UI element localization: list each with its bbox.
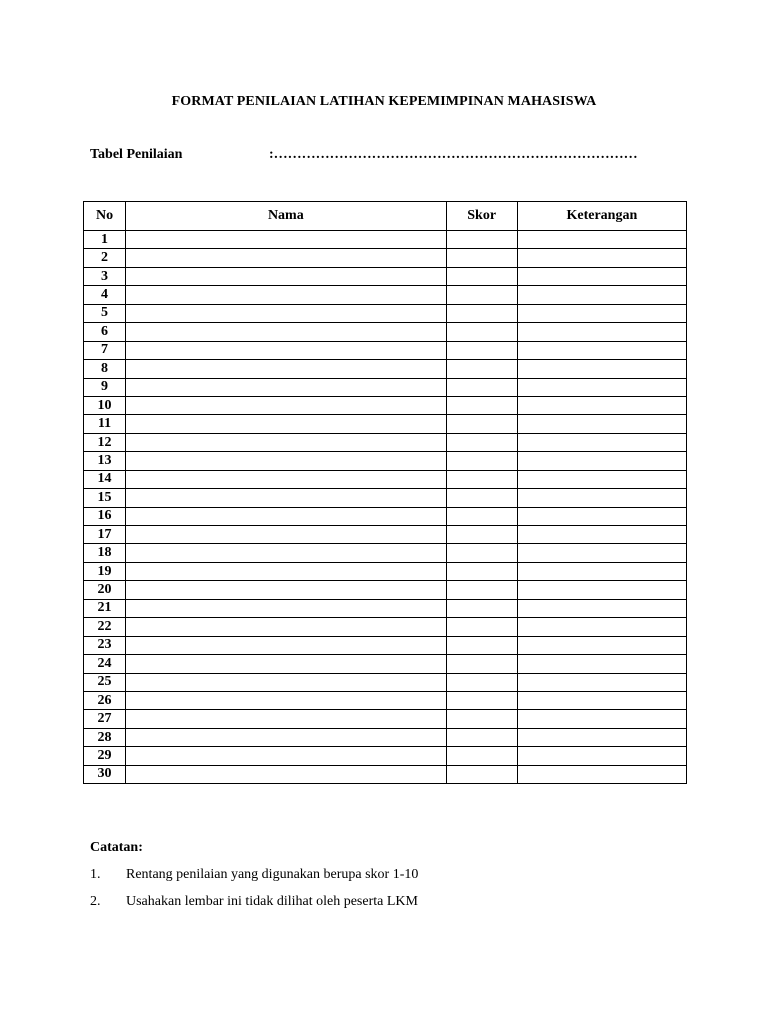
cell-no: 26 [84, 691, 126, 709]
cell-skor [446, 747, 517, 765]
note-item [90, 866, 419, 884]
table-row [84, 470, 687, 488]
cell-skor [446, 433, 517, 451]
note-number: 1. [90, 867, 101, 882]
cell-no: 10 [84, 396, 126, 414]
cell-keterangan [517, 526, 686, 544]
table-row [84, 599, 687, 617]
cell-nama [126, 415, 447, 433]
table-row [84, 433, 687, 451]
table-row [84, 765, 687, 783]
cell-keterangan [517, 267, 686, 285]
cell-nama [126, 341, 447, 359]
cell-keterangan [517, 415, 686, 433]
cell-keterangan [517, 249, 686, 267]
cell-keterangan [517, 470, 686, 488]
column-header-skor: Skor [446, 202, 517, 231]
table-row [84, 304, 687, 322]
cell-nama [126, 581, 447, 599]
cell-keterangan [517, 691, 686, 709]
table-row [84, 415, 687, 433]
cell-nama [126, 396, 447, 414]
cell-no: 2 [84, 249, 126, 267]
cell-nama [126, 433, 447, 451]
column-header-keterangan: Keterangan [517, 202, 686, 231]
cell-keterangan [517, 599, 686, 617]
cell-skor [446, 728, 517, 746]
cell-skor [446, 341, 517, 359]
cell-nama [126, 526, 447, 544]
table-row [84, 341, 687, 359]
table-row [84, 360, 687, 378]
cell-no: 30 [84, 765, 126, 783]
cell-skor [446, 415, 517, 433]
cell-keterangan [517, 323, 686, 341]
table-header-row [84, 202, 687, 231]
cell-no: 3 [84, 267, 126, 285]
table-row [84, 562, 687, 580]
cell-keterangan [517, 433, 686, 451]
cell-skor [446, 231, 517, 249]
cell-skor [446, 526, 517, 544]
cell-nama [126, 231, 447, 249]
table-row [84, 673, 687, 691]
table-row [84, 544, 687, 562]
cell-skor [446, 562, 517, 580]
cell-keterangan [517, 452, 686, 470]
cell-no: 14 [84, 470, 126, 488]
cell-nama [126, 489, 447, 507]
cell-no: 19 [84, 562, 126, 580]
notes-title: Catatan: [90, 840, 143, 855]
cell-no: 18 [84, 544, 126, 562]
table-row [84, 489, 687, 507]
cell-skor [446, 304, 517, 322]
cell-keterangan [517, 562, 686, 580]
cell-no: 24 [84, 655, 126, 673]
cell-no: 20 [84, 581, 126, 599]
cell-no: 15 [84, 489, 126, 507]
cell-nama [126, 507, 447, 525]
cell-nama [126, 360, 447, 378]
cell-keterangan [517, 747, 686, 765]
cell-nama [126, 618, 447, 636]
cell-nama [126, 452, 447, 470]
cell-skor [446, 691, 517, 709]
cell-nama [126, 636, 447, 654]
note-text: Rentang penilaian yang digunakan berupa skor 1-10 [126, 867, 419, 882]
cell-nama [126, 655, 447, 673]
cell-nama [126, 323, 447, 341]
table-row [84, 526, 687, 544]
cell-nama [126, 728, 447, 746]
cell-nama [126, 599, 447, 617]
cell-nama [126, 747, 447, 765]
table-row [84, 691, 687, 709]
cell-skor [446, 267, 517, 285]
note-item [90, 893, 418, 911]
cell-no: 21 [84, 599, 126, 617]
cell-keterangan [517, 286, 686, 304]
cell-nama [126, 691, 447, 709]
cell-nama [126, 470, 447, 488]
cell-skor [446, 396, 517, 414]
cell-no: 22 [84, 618, 126, 636]
score-table [83, 201, 687, 784]
cell-nama [126, 710, 447, 728]
table-row [84, 378, 687, 396]
cell-keterangan [517, 341, 686, 359]
page-title: FORMAT PENILAIAN LATIHAN KEPEMIMPINAN MAHASISWA [171, 94, 597, 109]
cell-no: 12 [84, 433, 126, 451]
cell-skor [446, 618, 517, 636]
table-row [84, 710, 687, 728]
table-row [84, 267, 687, 285]
cell-skor [446, 249, 517, 267]
cell-skor [446, 673, 517, 691]
cell-keterangan [517, 618, 686, 636]
cell-skor [446, 581, 517, 599]
cell-skor [446, 655, 517, 673]
table-row [84, 249, 687, 267]
cell-nama [126, 765, 447, 783]
cell-no: 28 [84, 728, 126, 746]
cell-nama [126, 267, 447, 285]
table-row [84, 452, 687, 470]
cell-skor [446, 378, 517, 396]
cell-no: 11 [84, 415, 126, 433]
cell-skor [446, 710, 517, 728]
cell-no: 8 [84, 360, 126, 378]
cell-no: 6 [84, 323, 126, 341]
cell-nama [126, 378, 447, 396]
cell-keterangan [517, 728, 686, 746]
table-body [84, 231, 687, 784]
table-row [84, 323, 687, 341]
cell-no: 1 [84, 231, 126, 249]
cell-keterangan [517, 507, 686, 525]
table-row [84, 618, 687, 636]
cell-nama [126, 562, 447, 580]
cell-no: 27 [84, 710, 126, 728]
table-row [84, 655, 687, 673]
note-text: Usahakan lembar ini tidak dilihat oleh peserta LKM [126, 894, 418, 909]
cell-no: 25 [84, 673, 126, 691]
cell-skor [446, 470, 517, 488]
cell-nama [126, 544, 447, 562]
table-row [84, 231, 687, 249]
cell-nama [126, 249, 447, 267]
table-row [84, 636, 687, 654]
cell-no: 7 [84, 341, 126, 359]
cell-keterangan [517, 304, 686, 322]
cell-skor [446, 323, 517, 341]
meta-value-line: :…………………………………………………………………… [269, 147, 638, 162]
table-row [84, 728, 687, 746]
notes-section [90, 839, 419, 911]
cell-skor [446, 286, 517, 304]
cell-skor [446, 507, 517, 525]
cell-keterangan [517, 673, 686, 691]
cell-keterangan [517, 396, 686, 414]
column-header-no: No [84, 202, 126, 231]
cell-skor [446, 452, 517, 470]
meta-label: Tabel Penilaian [90, 147, 183, 162]
cell-no: 29 [84, 747, 126, 765]
cell-keterangan [517, 378, 686, 396]
table-row [84, 507, 687, 525]
cell-skor [446, 636, 517, 654]
cell-keterangan [517, 360, 686, 378]
cell-skor [446, 489, 517, 507]
cell-keterangan [517, 489, 686, 507]
cell-skor [446, 544, 517, 562]
table-row [84, 581, 687, 599]
cell-no: 9 [84, 378, 126, 396]
cell-keterangan [517, 231, 686, 249]
cell-no: 17 [84, 526, 126, 544]
cell-keterangan [517, 544, 686, 562]
cell-no: 23 [84, 636, 126, 654]
cell-no: 16 [84, 507, 126, 525]
cell-no: 13 [84, 452, 126, 470]
cell-skor [446, 360, 517, 378]
cell-skor [446, 599, 517, 617]
cell-nama [126, 286, 447, 304]
cell-nama [126, 673, 447, 691]
cell-skor [446, 765, 517, 783]
cell-no: 5 [84, 304, 126, 322]
table-row [84, 747, 687, 765]
cell-keterangan [517, 655, 686, 673]
cell-keterangan [517, 581, 686, 599]
cell-nama [126, 304, 447, 322]
cell-keterangan [517, 636, 686, 654]
note-number: 2. [90, 894, 101, 909]
table-meta-row [90, 147, 690, 165]
cell-keterangan [517, 710, 686, 728]
column-header-nama: Nama [126, 202, 447, 231]
table-row [84, 396, 687, 414]
cell-no: 4 [84, 286, 126, 304]
cell-keterangan [517, 765, 686, 783]
table-row [84, 286, 687, 304]
